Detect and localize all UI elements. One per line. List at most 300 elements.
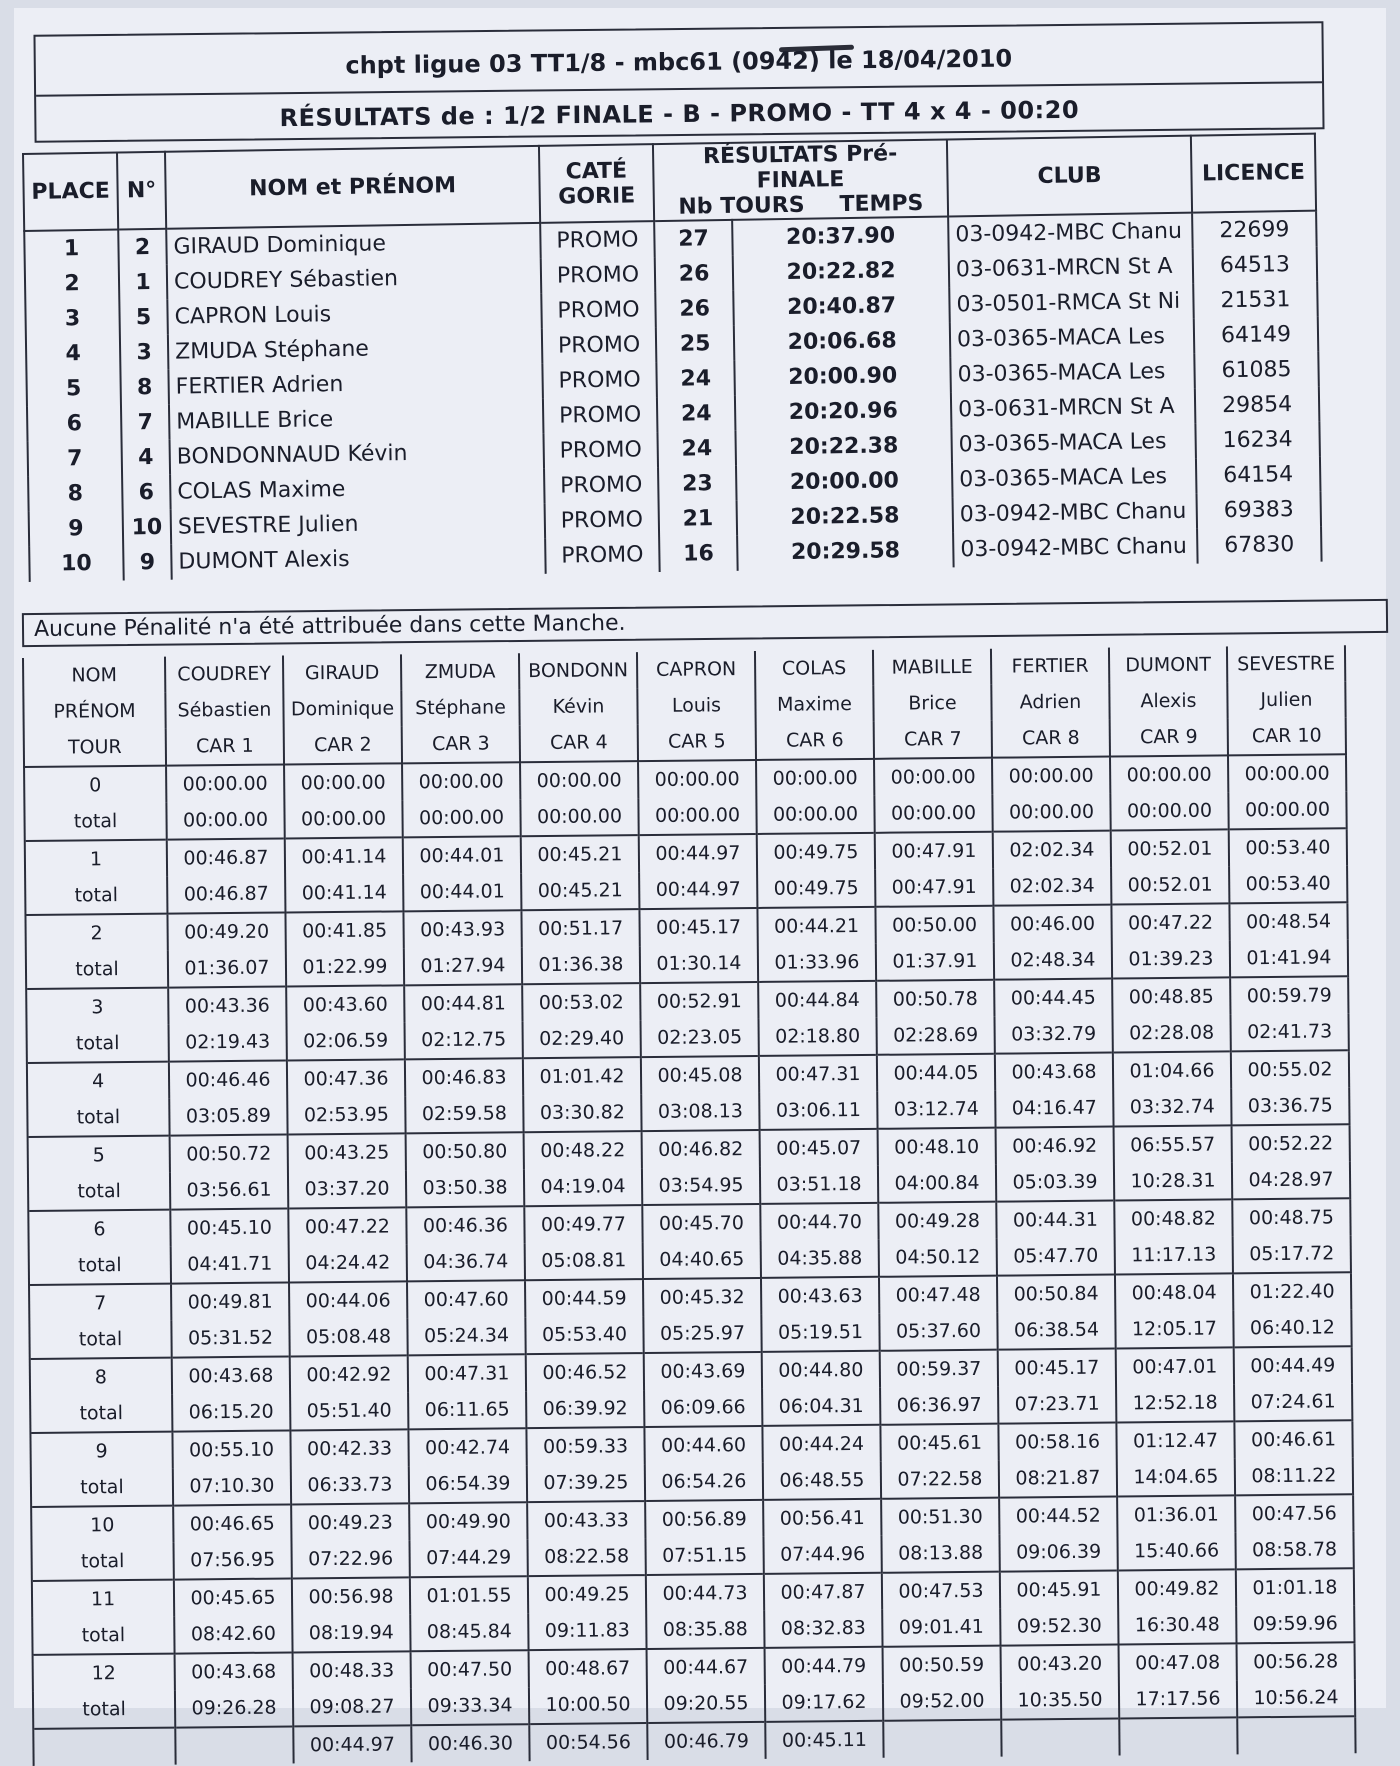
driver-firstname: Sébastien	[165, 691, 283, 728]
lap-total-cell: 05:24.34	[407, 1317, 525, 1355]
result-place: 2	[25, 265, 120, 301]
lap-time-cell: 00:43.68	[995, 1053, 1113, 1091]
lap-total-cell: 00:00.00	[638, 797, 756, 835]
lap-total-cell: 00:49.75	[757, 870, 875, 908]
driver-surname: MABILLE	[873, 649, 991, 686]
lap-total-cell: 00:00.00	[166, 801, 284, 839]
lap-number: 10	[31, 1506, 173, 1544]
result-club: 03-0631-MRCN St A	[951, 389, 1196, 428]
lap-total-cell: 02:28.69	[876, 1017, 994, 1055]
driver-firstname: Dominique	[283, 690, 401, 727]
lap-total-label: total	[32, 1617, 174, 1655]
driver-firstname: Brice	[873, 685, 991, 722]
lap-time-cell: 06:55.57	[1114, 1125, 1232, 1163]
result-category: PROMO	[540, 221, 655, 259]
lap-total-label: total	[32, 1543, 174, 1581]
lap-time-cell: 00:44.31	[996, 1201, 1114, 1239]
lap-total-cell: 08:21.87	[999, 1460, 1117, 1498]
lap-time-cell: 00:50.72	[170, 1134, 288, 1172]
result-number: 6	[122, 475, 171, 511]
lap-time-cell: 00:49.82	[1118, 1569, 1236, 1607]
lap-total-cell: 02:29.40	[523, 1020, 641, 1058]
lap-total-cell: 04:41.71	[171, 1245, 289, 1283]
result-time: 20:29.58	[737, 532, 953, 570]
lap-total-cell: 00:53.40	[1229, 865, 1347, 903]
lap-time-cell	[1237, 1716, 1355, 1754]
lap-total-cell: 03:37.20	[288, 1170, 406, 1208]
lap-total-cell: 02:28.08	[1112, 1014, 1230, 1052]
lap-time-cell: 00:43.33	[527, 1501, 645, 1539]
col-number: N°	[117, 152, 166, 230]
lap-time-cell: 00:52.22	[1232, 1124, 1350, 1162]
lap-time-cell: 00:50.78	[876, 980, 994, 1018]
lap-time-cell: 00:47.31	[759, 1055, 877, 1093]
result-laps: 26	[655, 256, 734, 292]
lap-time-cell: 00:48.67	[529, 1649, 647, 1687]
lap-total-cell: 00:44.01	[403, 873, 521, 911]
lap-time-cell: 00:49.28	[878, 1202, 996, 1240]
lap-time-cell: 00:46.83	[405, 1058, 523, 1096]
lap-time-cell: 00:48.82	[1114, 1199, 1232, 1237]
lap-total-cell: 09:20.55	[647, 1685, 765, 1723]
lap-total-label: total	[27, 1099, 169, 1137]
result-time: 20:22.82	[733, 252, 949, 290]
result-name: FERTIER Adrien	[168, 364, 543, 405]
result-time: 20:22.38	[736, 427, 952, 465]
lap-time-cell: 00:46.65	[173, 1504, 291, 1542]
lap-total-cell: 04:36.74	[407, 1243, 525, 1281]
row-label-nom: NOM	[23, 657, 165, 694]
lap-total-cell: 09:52.30	[1000, 1608, 1118, 1646]
lap-time-cell: 00:44.84	[758, 981, 876, 1019]
lap-total-cell: 05:25.97	[643, 1315, 761, 1353]
lap-time-cell: 00:44.01	[403, 836, 521, 874]
lap-number: 6	[28, 1210, 170, 1248]
driver-surname: GIRAUD	[283, 654, 401, 691]
lap-total-label: total	[24, 803, 166, 841]
results-table	[22, 133, 1323, 582]
driver-firstname: Adrien	[991, 684, 1109, 721]
lap-number: 12	[33, 1654, 175, 1692]
result-licence: 21531	[1193, 282, 1318, 319]
lap-total-cell: 09:33.34	[411, 1687, 529, 1725]
result-club: 03-0942-MBC Chanu	[953, 494, 1198, 533]
lap-total-cell: 08:22.58	[527, 1538, 645, 1576]
lap-total-cell: 15:40.66	[1117, 1532, 1235, 1570]
lap-total-cell: 01:30.14	[640, 945, 758, 983]
lap-time-cell: 00:44.21	[757, 907, 875, 945]
results-body	[24, 211, 1321, 582]
driver-firstname: Louis	[637, 687, 755, 724]
result-place: 10	[29, 545, 124, 581]
laps-body	[24, 754, 1356, 1766]
lap-time-cell: 00:56.41	[763, 1499, 881, 1537]
result-time: 20:22.58	[737, 497, 953, 535]
result-name: DUMONT Alexis	[171, 539, 546, 580]
lap-number: 4	[27, 1062, 169, 1100]
lap-total-cell: 06:38.54	[997, 1312, 1115, 1350]
lap-total-cell: 09:01.41	[882, 1609, 1000, 1647]
lap-total-cell: 09:26.28	[175, 1689, 293, 1727]
lap-total-cell: 02:41.73	[1230, 1013, 1348, 1051]
lap-time-cell: 00:44.97	[293, 1725, 411, 1763]
result-club: 03-0365-MACA Les	[950, 319, 1195, 358]
lap-time-cell: 00:52.01	[1111, 829, 1229, 867]
col-category-line2: GORIE	[558, 182, 636, 210]
lap-time-cell: 00:45.21	[521, 835, 639, 873]
lap-total-cell: 17:17.56	[1119, 1680, 1237, 1718]
col-prefinal-title: RÉSULTATS Pré-FINALE	[702, 141, 898, 194]
lap-total-cell: 00:47.91	[875, 869, 993, 907]
result-number: 7	[121, 405, 170, 441]
lap-time-cell: 01:01.18	[1236, 1568, 1354, 1606]
lap-total-cell: 03:56.61	[170, 1171, 288, 1209]
lap-time-cell: 01:01.55	[410, 1576, 528, 1614]
lap-total-cell: 03:12.74	[877, 1091, 995, 1129]
lap-total-cell: 16:30.48	[1118, 1606, 1236, 1644]
lap-total-cell: 04:50.12	[879, 1239, 997, 1277]
lap-time-cell: 00:44.60	[644, 1426, 762, 1464]
lap-total-cell: 02:23.05	[641, 1019, 759, 1057]
result-name: GIRAUD Dominique	[166, 223, 541, 265]
lap-total-cell: 05:17.72	[1233, 1235, 1351, 1273]
lap-total-cell: 00:00.00	[520, 798, 638, 836]
lap-time-cell: 00:47.48	[879, 1276, 997, 1314]
driver-firstname: Kévin	[519, 688, 637, 725]
lap-total-cell: 00:45.21	[521, 872, 639, 910]
lap-total-cell: 00:00.00	[402, 799, 520, 837]
lap-time-cell: 00:43.63	[761, 1277, 879, 1315]
result-place: 3	[25, 300, 120, 336]
result-name: ZMUDA Stéphane	[168, 329, 543, 370]
lap-total-cell: 09:52.00	[883, 1683, 1001, 1721]
lap-time-cell: 00:46.30	[411, 1724, 529, 1762]
lap-time-cell: 01:22.40	[1233, 1272, 1351, 1310]
result-number: 5	[119, 300, 168, 336]
lap-time-cell: 00:47.01	[1116, 1347, 1234, 1385]
lap-number	[33, 1728, 175, 1766]
lap-time-cell: 00:47.22	[1111, 903, 1229, 941]
col-place: PLACE	[23, 153, 118, 231]
lap-time-cell: 00:45.91	[1000, 1571, 1118, 1609]
lap-total-cell: 05:03.39	[996, 1164, 1114, 1202]
driver-car: CAR 8	[992, 720, 1110, 758]
result-category: PROMO	[543, 397, 658, 434]
lap-total-cell: 00:00.00	[874, 795, 992, 833]
result-laps: 21	[659, 501, 738, 537]
lap-total-cell: 04:24.42	[289, 1244, 407, 1282]
lap-time-cell: 00:43.60	[286, 985, 404, 1023]
lap-total-cell: 07:44.96	[763, 1536, 881, 1574]
lap-time-cell: 00:46.36	[406, 1206, 524, 1244]
driver-surname: CAPRON	[637, 651, 755, 688]
lap-number: 8	[30, 1358, 172, 1396]
result-name: COUDREY Sébastien	[167, 259, 542, 300]
lap-time-cell: 00:46.00	[993, 905, 1111, 943]
lap-time-cell: 00:43.93	[403, 910, 521, 948]
lap-time-cell: 00:59.37	[880, 1350, 998, 1388]
result-club: 03-0942-MBC Chanu	[953, 529, 1198, 568]
result-number: 1	[119, 265, 168, 301]
lap-total-cell: 03:05.89	[169, 1097, 287, 1135]
lap-total-cell: 05:51.40	[290, 1392, 408, 1430]
result-time: 20:06.68	[734, 322, 950, 360]
lap-time-cell: 00:45.08	[641, 1056, 759, 1094]
lap-total-cell: 01:36.07	[168, 949, 286, 987]
lap-time-cell: 00:44.80	[762, 1351, 880, 1389]
lap-total-cell: 02:19.43	[169, 1023, 287, 1061]
col-laps: Nb TOURS	[678, 192, 805, 220]
lap-time-cell: 00:50.84	[997, 1275, 1115, 1313]
result-name: CAPRON Louis	[167, 294, 542, 335]
driver-car: CAR 10	[1228, 717, 1346, 755]
col-category	[539, 144, 654, 223]
row-label-tour: TOUR	[24, 729, 166, 767]
lap-total-label: total	[30, 1395, 172, 1433]
lap-total-cell: 02:18.80	[758, 1018, 876, 1056]
lap-total-cell: 06:33.73	[291, 1466, 409, 1504]
lap-time-cell: 02:02.34	[993, 831, 1111, 869]
lap-time-cell: 00:44.05	[877, 1054, 995, 1092]
lap-time-cell: 00:47.36	[287, 1059, 405, 1097]
result-licence: 29854	[1195, 387, 1320, 424]
lap-time-cell: 00:42.74	[408, 1428, 526, 1466]
lap-total-cell: 10:28.31	[1114, 1162, 1232, 1200]
lap-time-cell: 00:49.23	[291, 1503, 409, 1541]
lap-total-cell: 09:59.96	[1236, 1605, 1354, 1643]
lap-total-cell: 00:52.01	[1111, 866, 1229, 904]
lap-total-label: total	[27, 1025, 169, 1063]
lap-total-label: total	[33, 1691, 175, 1729]
col-category-line1: CATÉ	[565, 157, 628, 184]
result-place: 7	[28, 440, 123, 476]
lap-number: 0	[24, 766, 166, 804]
col-licence: LICENCE	[1191, 134, 1316, 213]
lap-total-cell: 05:31.52	[171, 1319, 289, 1357]
lap-total-cell: 05:53.40	[525, 1316, 643, 1354]
lap-time-cell	[883, 1720, 1001, 1758]
col-time: TEMPS	[839, 190, 924, 218]
laps-table	[22, 645, 1357, 1766]
result-category: PROMO	[544, 467, 659, 504]
lap-number: 7	[29, 1284, 171, 1322]
lap-time-cell: 00:47.22	[288, 1207, 406, 1245]
lap-total-label: total	[26, 951, 168, 989]
lap-time-cell: 00:58.16	[998, 1423, 1116, 1461]
lap-total-cell: 03:54.95	[642, 1167, 760, 1205]
result-place: 5	[26, 370, 121, 406]
result-number: 9	[123, 545, 172, 581]
lap-total-cell: 08:45.84	[410, 1613, 528, 1651]
col-club: CLUB	[947, 136, 1192, 217]
driver-surname: ZMUDA	[401, 653, 519, 690]
lap-time-cell: 00:00.00	[992, 757, 1110, 795]
lap-total-cell: 06:48.55	[763, 1462, 881, 1500]
result-club: 03-0942-MBC Chanu	[948, 213, 1193, 253]
lap-time-cell: 00:50.59	[883, 1646, 1001, 1684]
driver-car: CAR 5	[638, 723, 756, 761]
lap-total-cell: 06:36.97	[880, 1387, 998, 1425]
lap-total-cell: 06:54.39	[409, 1465, 527, 1503]
result-licence: 69383	[1196, 492, 1321, 529]
lap-number: 5	[28, 1136, 170, 1174]
result-laps: 23	[658, 466, 737, 502]
lap-total-cell: 02:02.34	[993, 868, 1111, 906]
lap-total-cell: 01:36.38	[522, 946, 640, 984]
lap-time-cell: 00:52.91	[640, 982, 758, 1020]
lap-number: 3	[26, 988, 168, 1026]
lap-total-cell: 07:56.95	[173, 1541, 291, 1579]
lap-total-cell: 08:11.22	[1235, 1457, 1353, 1495]
result-laps: 24	[657, 396, 736, 432]
result-category: PROMO	[545, 502, 660, 539]
lap-total-cell: 06:04.31	[762, 1388, 880, 1426]
lap-total-cell: 00:00.00	[284, 800, 402, 838]
lap-time-cell: 00:44.70	[760, 1203, 878, 1241]
lap-time-cell: 00:45.10	[170, 1208, 288, 1246]
header-box	[33, 21, 1324, 143]
result-licence: 64149	[1194, 317, 1319, 354]
driver-surname: DUMONT	[1109, 646, 1227, 683]
lap-time-cell: 00:44.59	[525, 1279, 643, 1317]
lap-time-cell: 00:45.70	[642, 1204, 760, 1242]
lap-time-cell: 00:48.85	[1112, 977, 1230, 1015]
lap-total-cell: 07:22.96	[291, 1540, 409, 1578]
lap-time-cell: 00:47.31	[408, 1354, 526, 1392]
lap-total-cell: 04:00.84	[878, 1165, 996, 1203]
result-laps: 24	[657, 431, 736, 467]
driver-surname: COLAS	[755, 650, 873, 687]
results-sheet	[14, 8, 1386, 1757]
lap-total-cell: 02:53.95	[287, 1096, 405, 1134]
lap-time-cell: 00:51.30	[881, 1498, 999, 1536]
lap-total-cell: 02:48.34	[994, 942, 1112, 980]
lap-time-cell: 01:12.47	[1116, 1421, 1234, 1459]
lap-total-cell: 03:30.82	[523, 1094, 641, 1132]
col-prefinal-results	[653, 139, 948, 221]
lap-time-cell: 01:04.66	[1113, 1051, 1231, 1089]
lap-total-cell: 05:08.81	[525, 1242, 643, 1280]
col-name: NOM et PRÉNOM	[165, 146, 540, 229]
driver-firstname: Alexis	[1109, 682, 1227, 719]
lap-time-cell: 00:48.22	[524, 1131, 642, 1169]
driver-car: CAR 4	[520, 724, 638, 762]
lap-time-cell: 00:49.77	[524, 1205, 642, 1243]
lap-total-cell: 07:22.58	[881, 1461, 999, 1499]
lap-total-cell: 03:50.38	[406, 1169, 524, 1207]
driver-surname: BONDONN	[519, 652, 637, 689]
lap-time-cell	[1001, 1719, 1119, 1757]
lap-total-cell: 05:08.48	[289, 1318, 407, 1356]
lap-time-cell: 00:45.17	[998, 1349, 1116, 1387]
lap-total-cell: 04:40.65	[643, 1241, 761, 1279]
driver-car: CAR 2	[284, 726, 402, 764]
lap-total-cell: 06:11.65	[408, 1391, 526, 1429]
lap-time-cell: 00:59.33	[526, 1427, 644, 1465]
result-place: 1	[24, 229, 119, 266]
lap-time-cell: 00:47.08	[1119, 1643, 1237, 1681]
lap-total-cell: 08:19.94	[292, 1614, 410, 1652]
lap-total-cell: 03:06.11	[759, 1092, 877, 1130]
lap-time-cell: 00:43.36	[168, 986, 286, 1024]
lap-time-cell: 00:41.85	[285, 911, 403, 949]
lap-time-cell: 00:00.00	[756, 759, 874, 797]
lap-time-cell: 00:56.28	[1237, 1642, 1355, 1680]
lap-total-cell: 02:12.75	[405, 1021, 523, 1059]
lap-time-cell: 00:59.79	[1230, 976, 1348, 1014]
lap-total-cell: 01:39.23	[1112, 940, 1230, 978]
lap-total-cell: 11:17.13	[1115, 1236, 1233, 1274]
lap-time-cell: 00:43.69	[644, 1352, 762, 1390]
result-category: PROMO	[545, 537, 660, 574]
lap-time-cell: 00:42.33	[290, 1429, 408, 1467]
lap-time-cell: 00:49.25	[528, 1575, 646, 1613]
result-laps: 24	[656, 361, 735, 397]
laps-header	[23, 645, 1346, 767]
lap-time-cell: 00:48.04	[1115, 1273, 1233, 1311]
result-name: COLAS Maxime	[170, 469, 545, 510]
lap-total-cell: 07:24.61	[1234, 1383, 1352, 1421]
lap-total-cell: 04:28.97	[1232, 1161, 1350, 1199]
lap-total-cell: 06:39.92	[526, 1390, 644, 1428]
lap-time-cell: 00:41.14	[285, 837, 403, 875]
result-club: 03-0365-MACA Les	[952, 459, 1197, 498]
row-label-prenom: PRÉNOM	[23, 693, 165, 730]
lap-time-cell: 00:00.00	[520, 761, 638, 799]
laps-table-wrap	[22, 645, 1357, 1766]
lap-time-cell: 00:44.49	[1234, 1346, 1352, 1384]
driver-car: CAR 3	[402, 725, 520, 763]
result-laps: 26	[655, 291, 734, 327]
lap-time-cell: 01:01.42	[523, 1057, 641, 1095]
lap-total-cell: 00:41.14	[285, 874, 403, 912]
result-category: PROMO	[542, 327, 657, 364]
result-place: 6	[27, 405, 122, 441]
result-club: 03-0365-MACA Les	[950, 354, 1195, 393]
lap-total-cell: 01:41.94	[1230, 939, 1348, 977]
result-time: 20:37.90	[732, 216, 948, 255]
lap-time-cell: 00:54.56	[529, 1723, 647, 1761]
lap-time-cell: 00:44.81	[404, 984, 522, 1022]
result-licence: 67830	[1197, 527, 1322, 564]
results-title: RÉSULTATS de : 1/2 FINALE - B - PROMO - TT 4 x 4 - 00:20	[279, 95, 1080, 133]
lap-total-cell: 04:19.04	[524, 1168, 642, 1206]
lap-time-cell: 00:45.61	[880, 1424, 998, 1462]
lap-time-cell: 00:56.98	[292, 1577, 410, 1615]
lap-time-cell: 00:44.45	[994, 979, 1112, 1017]
result-place: 4	[26, 335, 121, 371]
lap-time-cell: 00:49.90	[409, 1502, 527, 1540]
driver-firstname: Maxime	[755, 686, 873, 723]
lap-time-cell: 00:47.87	[764, 1573, 882, 1611]
lap-total-cell: 00:00.00	[992, 794, 1110, 832]
lap-total-cell: 14:04.65	[1117, 1458, 1235, 1496]
result-laps: 25	[656, 326, 735, 362]
driver-car: CAR 1	[166, 727, 284, 765]
lap-total-label: total	[28, 1173, 170, 1211]
driver-car: CAR 7	[874, 721, 992, 759]
result-laps: 27	[654, 220, 733, 257]
lap-time-cell: 00:44.67	[647, 1648, 765, 1686]
result-number: 10	[123, 510, 172, 546]
lap-time-cell: 00:48.33	[293, 1651, 411, 1689]
lap-total-cell: 12:05.17	[1115, 1310, 1233, 1348]
lap-total-cell: 01:37.91	[876, 943, 994, 981]
lap-time-cell: 00:46.82	[642, 1130, 760, 1168]
lap-total-cell: 08:58.78	[1235, 1531, 1353, 1569]
lap-time-cell: 00:46.79	[647, 1722, 765, 1760]
lap-total-cell: 09:17.62	[765, 1684, 883, 1722]
